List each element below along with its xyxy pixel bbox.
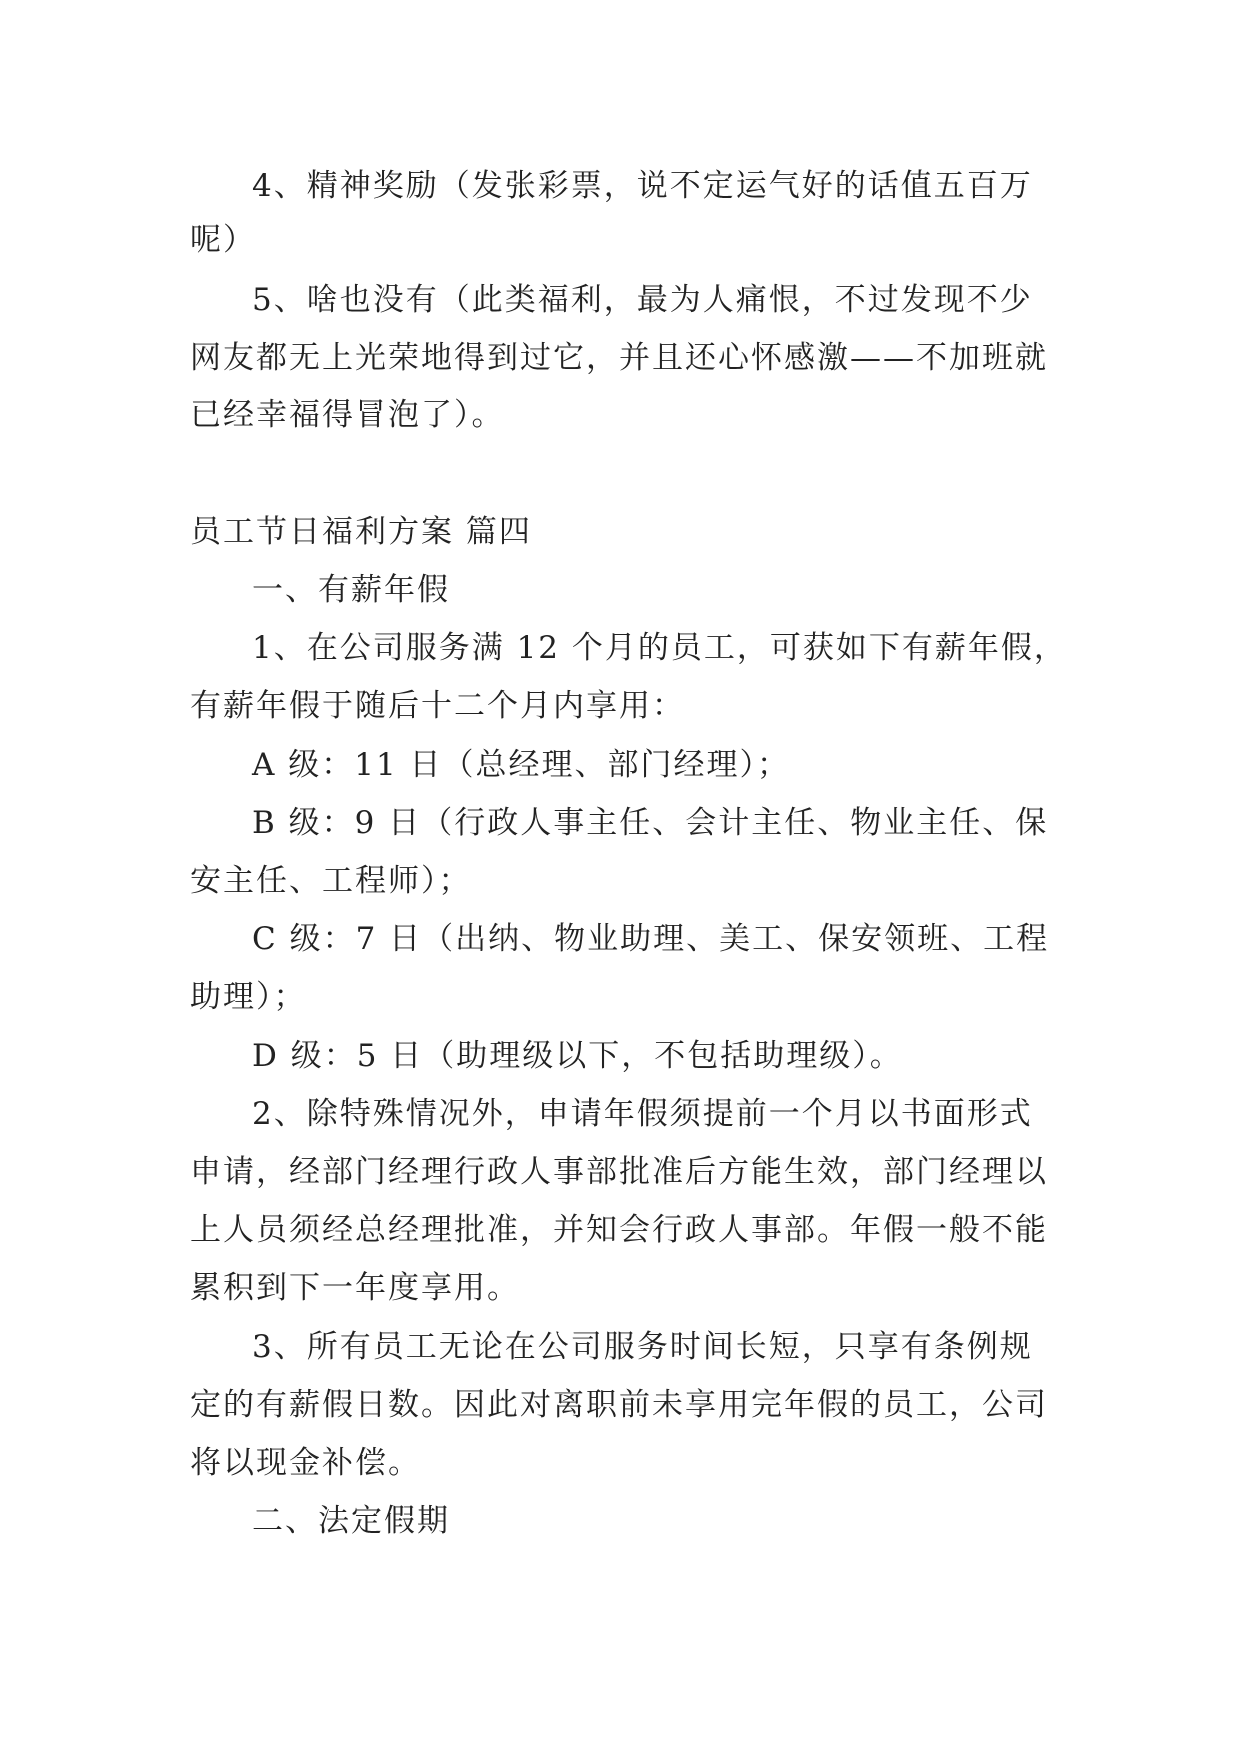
paragraph-line: A 级：11 日（总经理、部门经理）； [252,747,791,783]
paragraph-line: 已经幸福得冒泡了）。 [190,397,505,433]
paragraph-line: 呢） [190,222,256,258]
paragraph-line: C 级：7 日（出纳、物业助理、美工、保安领班、工程 [252,921,1050,957]
paragraph-line: 3、所有员工无论在公司服务时间长短，只享有条例规 [252,1329,1033,1365]
paragraph-line: 1、在公司服务满 12 个月的员工，可获如下有薪年假， [252,630,1067,666]
paragraph-line: 将以现金补偿。 [190,1445,421,1481]
paragraph-line: 2、除特殊情况外，申请年假须提前一个月以书面形式 [252,1096,1033,1132]
paragraph-line: 上人员须经总经理批准，并知会行政人事部。年假一般不能 [190,1212,1048,1248]
paragraph-line: 累积到下一年度享用。 [190,1270,520,1306]
paragraph-line: 安主任、工程师）； [190,863,472,899]
paragraph-line: 申请，经部门经理行政人事部批准后方能生效，部门经理以 [190,1154,1048,1190]
paragraph-line: 网友都无上光荣地得到过它，并且还心怀感激——不加班就 [190,340,1048,376]
section-heading: 二、法定假期 [252,1503,450,1539]
paragraph-line: 有薪年假于随后十二个月内享用： [190,688,685,724]
section-title: 员工节日福利方案 篇四 [190,514,532,550]
paragraph-line: D 级：5 日（助理级以下，不包括助理级）。 [252,1038,903,1074]
section-heading: 一、有薪年假 [252,572,450,608]
paragraph-line: 定的有薪假日数。因此对离职前未享用完年假的员工，公司 [190,1387,1048,1423]
paragraph-line: B 级：9 日（行政人事主任、会计主任、物业主任、保 [252,805,1049,841]
paragraph-line: 5、啥也没有（此类福利，最为人痛恨，不过发现不少 [252,282,1033,318]
paragraph-line: 4、精神奖励（发张彩票，说不定运气好的话值五百万 [252,168,1033,204]
paragraph-line: 助理）； [190,979,307,1015]
